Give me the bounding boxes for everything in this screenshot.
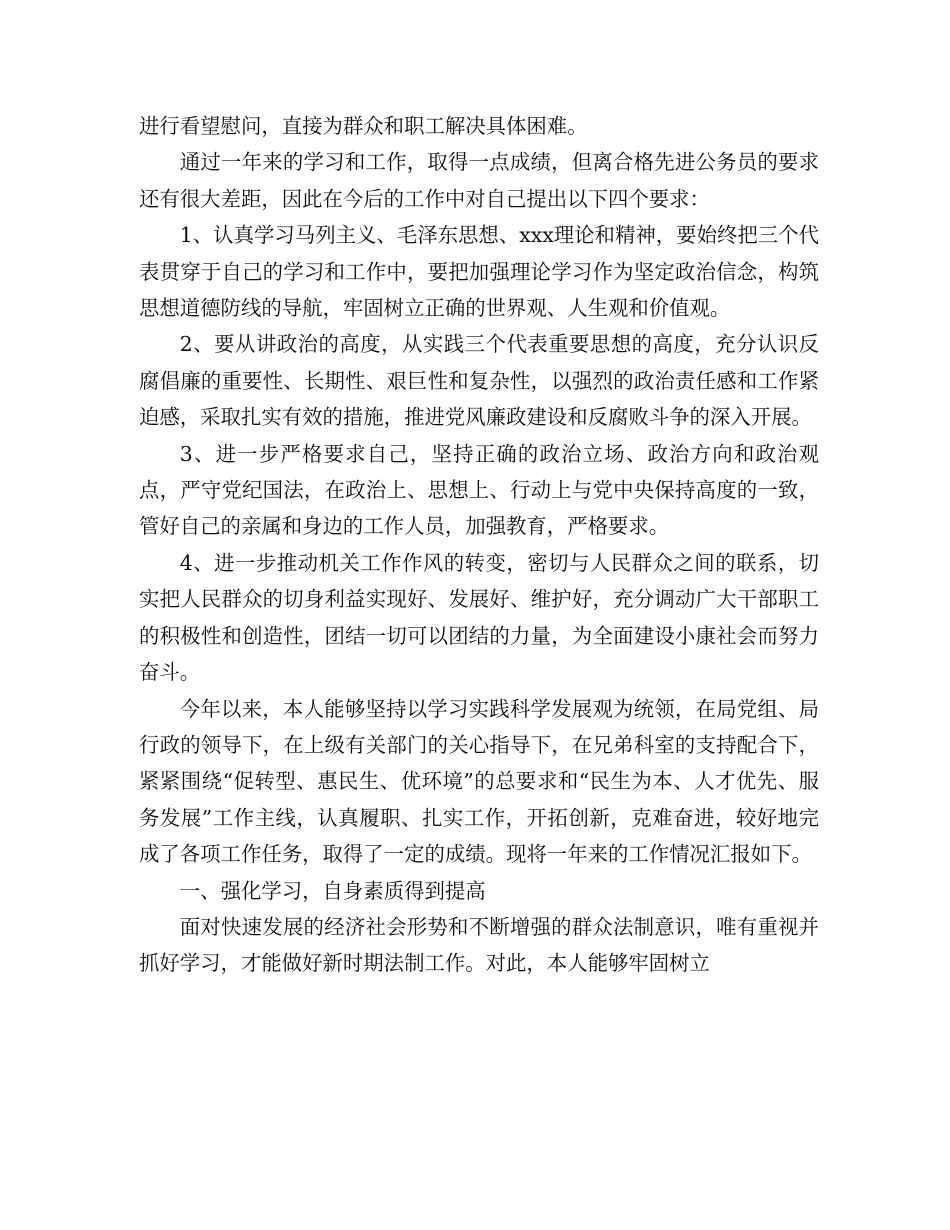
section-heading: 一、强化学习，自身素质得到提高 [179,878,486,903]
paragraph-requirement-2: 2、要从讲政治的高度，从实践三个代表重要思想的高度，充分认识反腐倡廉的重要性、长期性、艰巨性和复杂性，以强烈的政治责任感和工作紧迫感，采取扎实有效的措施，推进党风廉政建设和反腐败斗争的深入开展。 [139,332,819,430]
paragraph-requirement-3: 3、进一步严格要求自己，坚持正确的政治立场、政治方向和政治观点，严守党纪国法，在政治上、思想上、行动上与党中央保持高度的一致，管好自己的亲属和身边的工作人员，加强教育，严格要求。 [139,441,819,539]
paragraph-introduction: 今年以来，本人能够坚持以学习实践科学发展观为统领，在局党组、局行政的领导下，在上级有关部门的关心指导下，在兄弟科室的支持配合下，紧紧围绕“促转型、惠民生、优环境”的总要求和“民生为本、人才优先、服务发展”工作主线，认真履职、扎实工作，开拓创新，克难奋进，较好地完成了各项工作任务，取得了一定的成绩。现将一年来的工作情况汇报如下。 [139,696,819,867]
paragraph-requirement-4: 4、进一步推动机关工作作风的转变，密切与人民群众之间的联系，切实把人民群众的切身利益实现好、发展好、维护好，充分调动广大干部职工的积极性和创造性，团结一切可以团结的力量，为全面建设小康社会而努力奋斗。 [139,550,819,685]
paragraph-continuation: 进行看望慰问，直接为群众和职工解决具体困难。 [139,114,588,138]
paragraph-summary: 通过一年来的学习和工作，取得一点成绩，但离合格先进公务员的要求还有很大差距，因此在今后的工作中对自己提出以下四个要求： [139,150,819,211]
paragraph-section-body: 面对快速发展的经济社会形势和不断增强的群众法制意识，唯有重视并抓好学习，才能做好新时期法制工作。对此，本人能够牢固树立 [139,914,819,976]
paragraph-requirement-1: 1、认真学习马列主义、毛泽东思想、xxx理论和精神，要始终把三个代表贯穿于自己的学习和工作中，要把加强理论学习作为坚定政治信念，构筑思想道德防线的导航，牢固树立正确的世界观、人生观和价值观。 [139,223,819,321]
document-body [139,108,819,982]
